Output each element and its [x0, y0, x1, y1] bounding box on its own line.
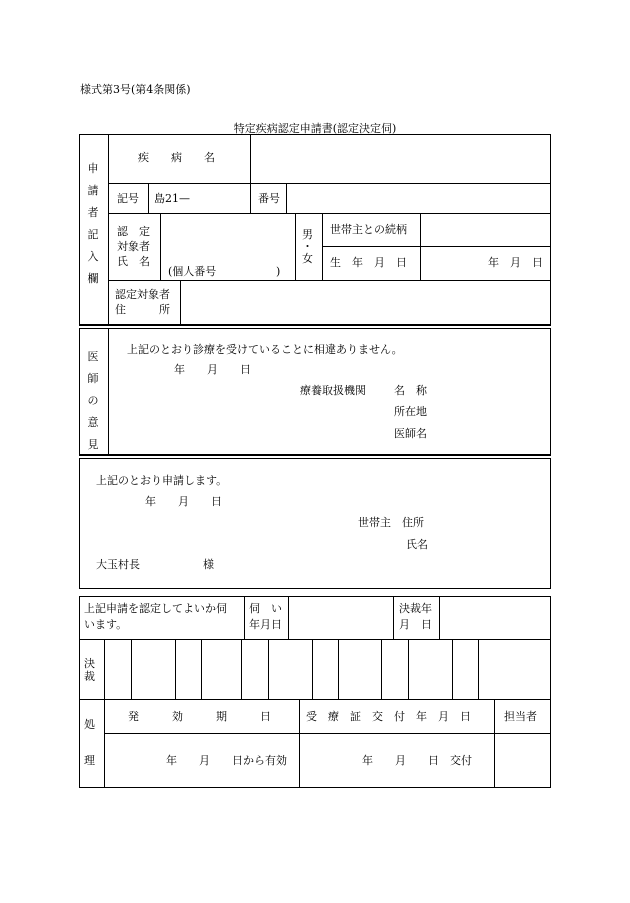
- shori-side-2: 理: [84, 754, 95, 767]
- householder-name-label: 氏名: [406, 538, 428, 551]
- subject-label-1: 認 定: [117, 225, 150, 238]
- householder-address-label: 世帯主 住所: [358, 516, 424, 529]
- issue-date-value[interactable]: 年 月 日 交付: [362, 754, 472, 767]
- subject-label-2: 対象者: [117, 240, 150, 253]
- kessai-label-1: 決裁年: [399, 602, 432, 615]
- birth-date[interactable]: 年 月 日: [488, 256, 543, 269]
- effective-date-value[interactable]: 年 月 日から有効: [166, 754, 287, 767]
- ukagai-label-2: 年月日: [249, 618, 282, 631]
- applicant-side-label: 申 請 者 記 入 欄: [87, 162, 99, 285]
- bango-field[interactable]: [287, 184, 550, 212]
- ukagai-date-field[interactable]: [289, 597, 392, 638]
- ukagai-label-1: 伺 い: [249, 602, 282, 615]
- relation-label: 世帯主との続柄: [330, 223, 407, 236]
- birth-label: 生 年 月 日: [330, 256, 407, 269]
- sex-male[interactable]: 男: [302, 228, 313, 241]
- kessai-side-2: 裁: [84, 670, 95, 683]
- form-title: 特定疾病認定申請書(認定決定伺): [233, 122, 397, 135]
- doctor-name-label: 医師名: [394, 427, 427, 440]
- kigo-label: 記号: [117, 192, 139, 205]
- approval-request-2: います。: [84, 618, 128, 631]
- doctor-date[interactable]: 年 月 日: [174, 363, 251, 376]
- addressee-honorific: 様: [203, 558, 214, 571]
- mynumber-close: ): [276, 265, 281, 278]
- application-date[interactable]: 年 月 日: [145, 495, 222, 508]
- approval-request-1: 上記申請を認定してよいか伺: [84, 602, 227, 615]
- form-number: 様式第3号(第4条関係): [80, 83, 191, 96]
- subject-label-3: 氏 名: [117, 255, 150, 268]
- subject-name-field[interactable]: [161, 214, 294, 259]
- institution-location-label: 所在地: [394, 405, 427, 418]
- bango-label: 番号: [258, 192, 280, 205]
- addressee: 大玉村長: [96, 558, 140, 571]
- institution-label: 療養取扱機関: [300, 384, 366, 397]
- relation-field[interactable]: [421, 214, 550, 245]
- mynumber-open: (個人番号: [168, 265, 217, 278]
- kessai-label-2: 月 日: [399, 618, 432, 631]
- application-statement: 上記のとおり申請します。: [96, 474, 228, 487]
- disease-name-field[interactable]: [251, 135, 550, 182]
- shori-side-1: 処: [84, 718, 95, 731]
- doctor-statement: 上記のとおり診療を受けていることに相違ありません。: [127, 343, 403, 356]
- staff-field[interactable]: [495, 734, 550, 787]
- kigo-value[interactable]: 島21—: [154, 192, 190, 205]
- disease-name-label: 疾 病 名: [138, 151, 215, 164]
- doctor-side-label: 医 師 の 意 見: [87, 350, 99, 451]
- effective-date-header: 発 効 期 日: [128, 710, 271, 723]
- sex-female[interactable]: 女: [302, 252, 313, 265]
- kessai-stamp-cells[interactable]: [105, 640, 550, 698]
- address-label-2: 住 所: [115, 303, 170, 316]
- kessai-side-1: 決: [84, 657, 95, 670]
- sex-dot: ・: [302, 240, 313, 253]
- address-label-1: 認定対象者: [115, 288, 170, 301]
- staff-header: 担当者: [504, 710, 537, 723]
- issue-date-header: 受 療 証 交 付 年 月 日: [306, 710, 471, 723]
- kessai-date-field[interactable]: [440, 597, 550, 638]
- address-field[interactable]: [181, 281, 550, 324]
- institution-name-label: 名 称: [394, 384, 427, 397]
